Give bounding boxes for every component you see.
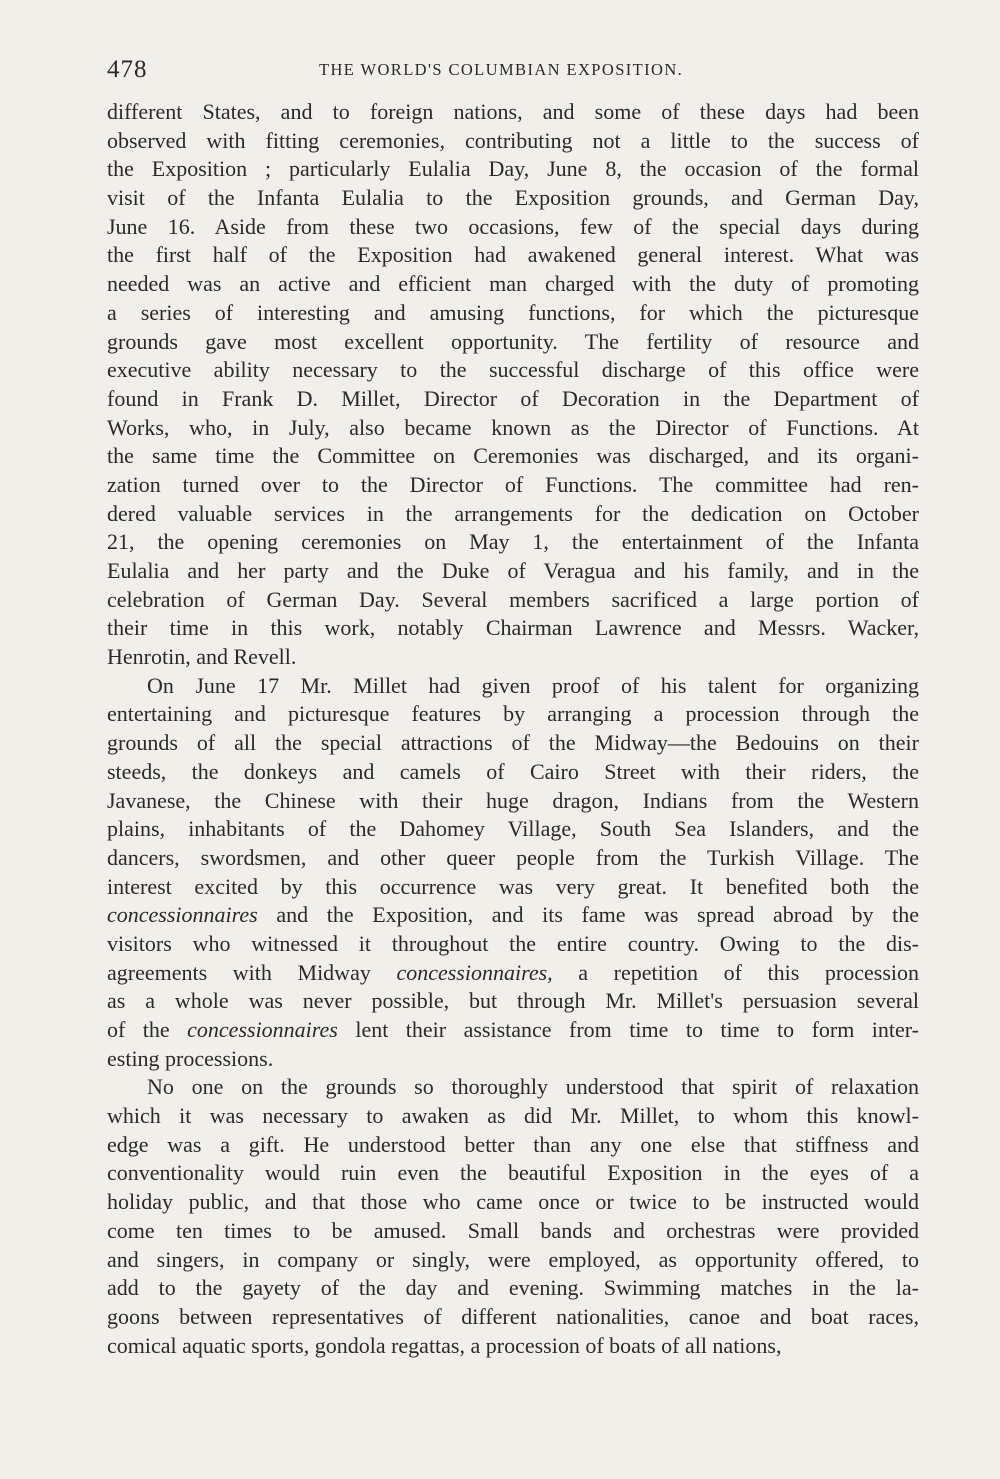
- text-line: [107, 414, 919, 443]
- text-line: [107, 1016, 919, 1045]
- text-segment: holiday public, and that those who came once or twice to be instructed would: [107, 1189, 919, 1215]
- text-segment: celebration of German Day. Several members sacrificed a large portion of: [107, 586, 919, 612]
- text-segment: and singers, in company or singly, were employed, as opportunity offered, to: [107, 1246, 919, 1272]
- text-line: [107, 959, 919, 988]
- text-segment: agreements with Midway: [107, 959, 397, 985]
- text-line: [107, 1332, 919, 1361]
- text-line: [107, 213, 919, 242]
- text-line: [107, 184, 919, 213]
- text-segment: interest excited by this occurrence was very great. It benefited both the: [107, 873, 919, 899]
- text-segment: add to the gayety of the day and evening. Swimming matches in the la-: [107, 1275, 919, 1301]
- text-segment: dered valuable services in the arrangements for the dedication on October: [107, 500, 919, 526]
- text-line: [107, 328, 919, 357]
- text-line: [107, 844, 919, 873]
- running-title: THE WORLD'S COLUMBIAN EXPOSITION.: [319, 60, 684, 79]
- text-line: [107, 385, 919, 414]
- text-segment: and the Exposition, and its fame was spread abroad by the: [257, 902, 919, 928]
- text-line: [107, 1188, 919, 1217]
- body-text: [107, 98, 919, 1360]
- text-line: [107, 873, 919, 902]
- text-line: [107, 1131, 919, 1160]
- italic-term: concessionnaires,: [396, 959, 553, 985]
- text-line: [107, 1159, 919, 1188]
- text-line: [107, 1303, 919, 1332]
- text-segment: their time in this work, notably Chairman Lawrence and Messrs. Wacker,: [107, 615, 919, 641]
- text-segment: Javanese, the Chinese with their huge dragon, Indians from the Western: [107, 787, 919, 813]
- text-line: [107, 356, 919, 385]
- text-line: [107, 787, 919, 816]
- text-segment: of the: [107, 1017, 188, 1042]
- paragraph: [107, 98, 919, 672]
- text-line: [107, 127, 919, 156]
- text-line: [107, 500, 919, 529]
- text-segment: which it was necessary to awaken as did Mr. Millet, to whom this knowl-: [107, 1103, 919, 1129]
- text-line: [107, 241, 919, 270]
- text-segment: lent their assistance from time to time to form inter-: [337, 1017, 920, 1042]
- text-line: [107, 442, 919, 471]
- text-line: [107, 987, 919, 1016]
- text-segment: a repetition of this procession: [552, 959, 920, 985]
- text-segment: comical aquatic sports, gondola regattas, a procession of boats of all nations,: [107, 1332, 782, 1358]
- text-segment: steeds, the donkeys and camels of Cairo Street with their riders, the: [107, 758, 919, 784]
- text-line: [107, 643, 919, 672]
- text-segment: plains, inhabitants of the Dahomey Village, South Sea Islanders, and the: [107, 816, 919, 842]
- text-segment: as a whole was never possible, but through Mr. Millet's persuasion several: [107, 988, 919, 1014]
- text-segment: grounds gave most excellent opportunity. The fertility of resource and: [107, 328, 919, 354]
- text-line: [107, 299, 919, 328]
- text-segment: June 16. Aside from these two occasions, few of the special days during: [107, 213, 919, 239]
- text-segment: esting processions.: [107, 1045, 274, 1071]
- text-segment: On June 17 Mr. Millet had given proof of his talent for organizing: [147, 672, 919, 698]
- text-line: [107, 155, 919, 184]
- text-line: [107, 614, 919, 643]
- text-segment: the first half of the Exposition had awakened general interest. What was: [107, 242, 919, 268]
- text-segment: Eulalia and her party and the Duke of Veragua and his family, and in the: [107, 558, 919, 583]
- page-header: [107, 52, 919, 84]
- text-segment: needed was an active and efficient man charged with the duty of promoting: [107, 271, 919, 297]
- text-line: [107, 930, 919, 959]
- text-line: [107, 270, 919, 299]
- text-line: [107, 758, 919, 787]
- text-segment: Works, who, in July, also became known as the Director of Functions. At: [107, 414, 919, 440]
- text-line: [107, 1073, 919, 1102]
- text-segment: zation turned over to the Director of Functions. The committee had ren-: [107, 471, 919, 497]
- text-line: [107, 1246, 919, 1275]
- text-segment: come ten times to be amused. Small bands and orchestras were provided: [107, 1217, 919, 1243]
- text-segment: goons between representatives of different nationalities, canoe and boat races,: [107, 1303, 919, 1329]
- page-number: 478: [107, 56, 148, 83]
- text-line: [107, 1274, 919, 1303]
- text-line: [107, 901, 919, 930]
- text-segment: visitors who witnessed it throughout the entire country. Owing to the dis-: [107, 930, 919, 956]
- text-segment: entertaining and picturesque features by arranging a procession through the: [107, 701, 919, 727]
- text-segment: found in Frank D. Millet, Director of Decoration in the Department of: [107, 385, 919, 411]
- text-line: [107, 729, 919, 758]
- text-line: [107, 586, 919, 615]
- text-segment: dancers, swordsmen, and other queer people from the Turkish Village. The: [107, 844, 919, 870]
- text-line: [107, 700, 919, 729]
- text-segment: edge was a gift. He understood better than any one else that stiffness and: [107, 1131, 919, 1157]
- text-segment: grounds of all the special attractions of the Midway—the Bedouins on their: [107, 730, 919, 756]
- text-segment: Henrotin, and Revell.: [107, 644, 297, 670]
- text-line: [107, 471, 919, 500]
- italic-term: concessionnaires: [187, 1017, 338, 1042]
- text-line: [107, 1045, 919, 1074]
- text-segment: a series of interesting and amusing functions, for which the picturesque: [107, 299, 919, 325]
- text-line: [107, 1217, 919, 1246]
- text-segment: the same time the Committee on Ceremonies was discharged, and its organi-: [107, 443, 919, 469]
- text-segment: different States, and to foreign nations, and some of these days had been: [107, 99, 919, 124]
- text-segment: observed with fitting ceremonies, contributing not a little to the success of: [107, 127, 919, 153]
- text-segment: conventionality would ruin even the beautiful Exposition in the eyes of a: [107, 1160, 919, 1186]
- text-line: [107, 557, 919, 586]
- text-segment: executive ability necessary to the successful discharge of this office were: [107, 357, 919, 383]
- text-line: [107, 528, 919, 557]
- text-segment: No one on the grounds so thoroughly understood that spirit of relaxation: [147, 1074, 919, 1100]
- italic-term: concessionnaires: [107, 902, 258, 928]
- text-segment: 21, the opening ceremonies on May 1, the entertainment of the Infanta: [107, 529, 919, 555]
- paragraph: [107, 672, 919, 1074]
- paragraph: [107, 1073, 919, 1360]
- text-line: [107, 815, 919, 844]
- text-line: [107, 1102, 919, 1131]
- text-segment: visit of the Infanta Eulalia to the Exposition grounds, and German Day,: [107, 185, 919, 211]
- text-line: [107, 672, 919, 701]
- text-segment: the Exposition ; particularly Eulalia Day, June 8, the occasion of the formal: [107, 156, 919, 182]
- text-line: [107, 98, 919, 127]
